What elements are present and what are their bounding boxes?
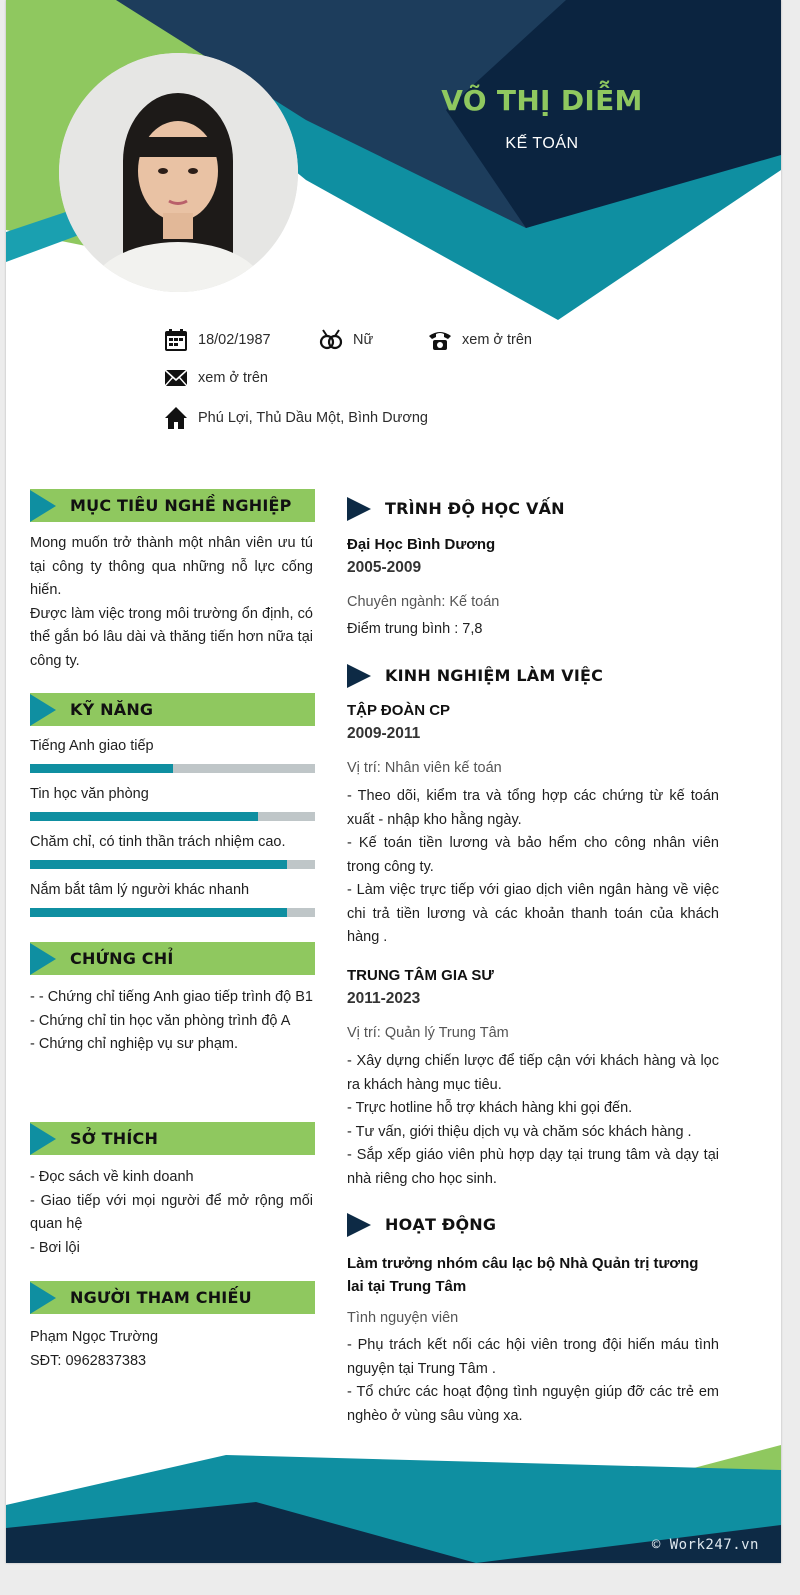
job-details: - Theo dõi, kiểm tra và tổng hợp các chứng từ kế toán xuất - nhập kho hằng ngày. - Kế toán tiền lương và bảo hểm cho công nhân viên trong công ty. - Làm việc trực tiếp với giao dịch viên ngân hàng về việc chi trả tiền lương và các khoản thanh toán của khách hàng . — [347, 788, 719, 945]
objective-heading: MỤC TIÊU NGHỀ NGHIỆP — [30, 489, 315, 522]
objective-text: Mong muốn trở thành một nhân viên ưu tú tại công ty thông qua những nỗ lực cống hiến. Được làm việc trong môi trường ổn định, có thể gắn bó lâu dài và thăng tiến hơn nữa tại công ty. — [30, 535, 313, 669]
references-text: Phạm Ngọc Trường SĐT: 0962837383 — [30, 1329, 159, 1369]
triangle-marker-icon — [30, 694, 56, 726]
job-details: - Xây dựng chiến lược để tiếp cận với khách hàng và lọc ra khách hàng mục tiêu. - Trực hotline hỗ trợ khách hàng khi gọi đến. - Tư vấn, giới thiệu dịch vụ và chăm sóc khách hàng . - Sắp xếp giáo viên phù hợp dạy tại trung tâm và dạy tại nhà riêng cho học sinh. — [347, 1053, 719, 1187]
certificates-text: - - Chứng chỉ tiếng Anh giao tiếp trình độ B1 - Chứng chỉ tin học văn phòng trình độ A - Chứng chỉ nghiệp vụ sư phạm. — [30, 989, 313, 1052]
triangle-marker-icon — [347, 497, 371, 521]
skill-bar — [30, 860, 315, 869]
profile-photo — [59, 53, 298, 292]
job-period: 2011-2023 — [347, 990, 421, 1007]
job-company: TẬP ĐOÀN CP — [347, 702, 451, 719]
skill-bar — [30, 908, 315, 917]
cv-page — [6, 0, 781, 1563]
triangle-marker-icon — [30, 943, 56, 975]
triangle-marker-icon — [30, 1282, 56, 1314]
activity-name: Làm trưởng nhóm câu lạc bộ Nhà Quản trị tương lai tại Trung Tâm — [347, 1255, 699, 1295]
job-position: Vị trí: Nhân viên kế toán — [347, 760, 502, 776]
job-company: TRUNG TÂM GIA SƯ — [347, 967, 494, 984]
education-school: Đại Học Bình Dương — [347, 536, 496, 553]
triangle-marker-icon — [347, 1213, 371, 1237]
email-row — [164, 366, 268, 390]
footer-credit: © Work247.vn — [651, 1537, 759, 1553]
certificates-heading: CHỨNG CHỈ — [30, 942, 315, 975]
job-period: 2009-2011 — [347, 725, 421, 742]
skill-label: Tin học văn phòng — [30, 786, 149, 802]
skill-label: Chăm chỉ, có tinh thần trách nhiệm cao. — [30, 834, 286, 850]
candidate-role: KẾ TOÁN — [505, 135, 579, 152]
experience-heading: KINH NGHIỆM LÀM VIỆC — [347, 659, 727, 692]
triangle-marker-icon — [30, 490, 56, 522]
references-heading: NGƯỜI THAM CHIẾU — [30, 1281, 315, 1314]
gender-text: Nữ — [353, 332, 374, 348]
phone-text: xem ở trên — [462, 332, 532, 348]
activities-heading: HOẠT ĐỘNG — [347, 1208, 727, 1241]
address-text: Phú Lợi, Thủ Dầu Một, Bình Dương — [198, 410, 428, 426]
triangle-marker-icon — [30, 1123, 56, 1155]
birthdate-row — [164, 328, 271, 352]
gender-row — [319, 328, 373, 352]
envelope-icon — [164, 366, 188, 390]
hobbies-text: - Đọc sách về kinh doanh - Giao tiếp với mọi người để mở rộng mối quan hệ - Bơi lội — [30, 1169, 313, 1256]
birthdate-text: 18/02/1987 — [198, 332, 271, 348]
activity-details: - Phụ trách kết nối các hội viên trong đội hiến máu tình nguyện tại Trung Tâm . - Tổ chức các hoạt động tình nguyện giúp đỡ các trẻ em nghèo ở vùng sâu vùng xa. — [347, 1337, 719, 1424]
email-text: xem ở trên — [198, 370, 268, 386]
gender-icon — [319, 328, 343, 352]
skill-label: Nắm bắt tâm lý người khác nhanh — [30, 882, 250, 898]
education-heading: TRÌNH ĐỘ HỌC VẤN — [347, 492, 727, 525]
skill-label: Tiếng Anh giao tiếp — [30, 738, 154, 754]
hobbies-heading: SỞ THÍCH — [30, 1122, 315, 1155]
address-row — [164, 406, 428, 430]
triangle-marker-icon — [347, 664, 371, 688]
education-period: 2005-2009 — [347, 559, 422, 576]
education-major: Chuyên ngành: Kế toán — [347, 594, 500, 610]
skill-bar — [30, 812, 315, 821]
candidate-name: VÕ THỊ DIỄM — [441, 84, 643, 117]
skill-bar — [30, 764, 315, 773]
education-gpa: Điểm trung bình : 7,8 — [347, 621, 483, 637]
phone-icon — [428, 328, 452, 352]
skills-heading: KỸ NĂNG — [30, 693, 315, 726]
activity-role: Tình nguyện viên — [347, 1310, 459, 1326]
calendar-icon — [164, 328, 188, 352]
phone-row — [428, 328, 532, 352]
job-position: Vị trí: Quản lý Trung Tâm — [347, 1025, 509, 1041]
home-icon — [164, 406, 188, 430]
